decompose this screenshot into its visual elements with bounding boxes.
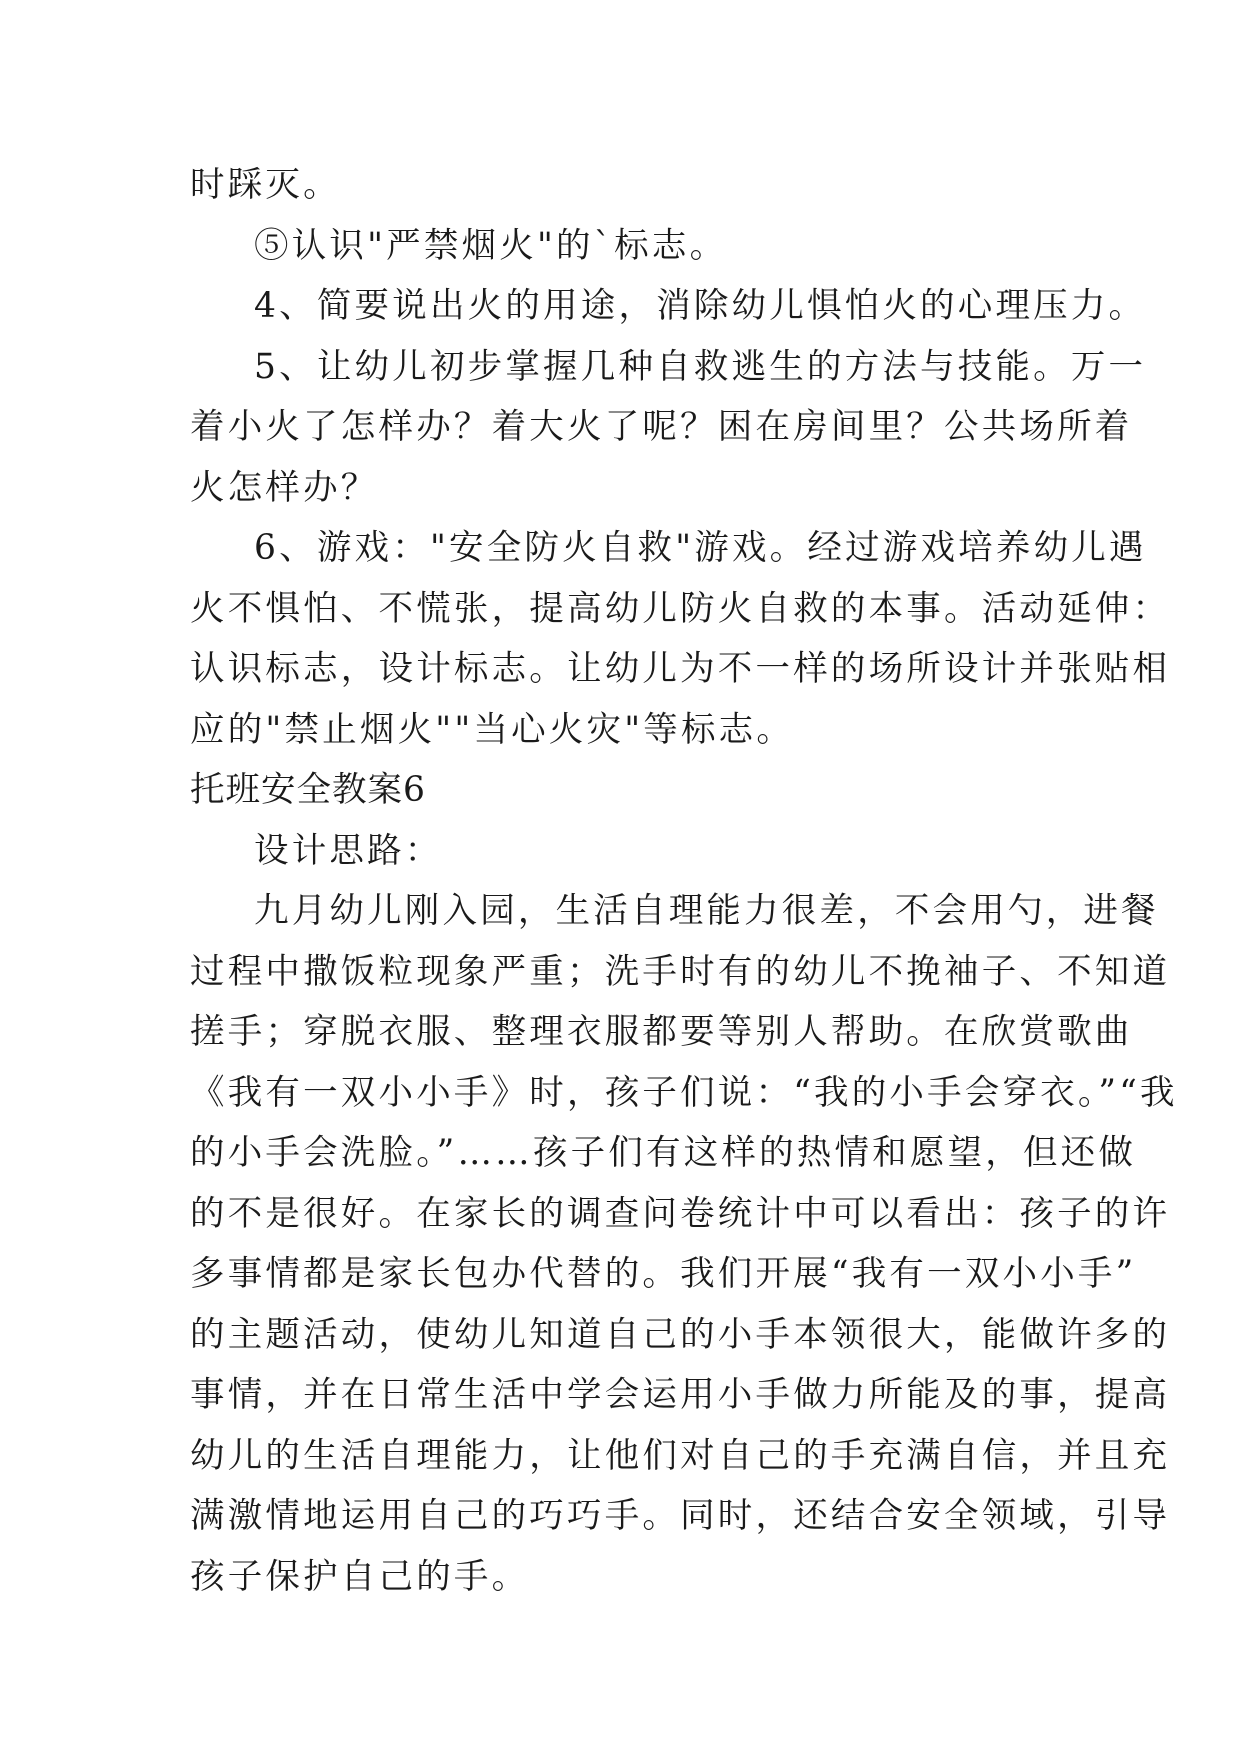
text-line: ⑤认识"严禁烟火"的`标志。 bbox=[254, 225, 728, 266]
text-line: 过程中撒饭粒现象严重；洗手时有的幼儿不挽袖子、不知道 bbox=[190, 951, 1171, 992]
text-line: 应的"禁止烟火""当心火灾"等标志。 bbox=[190, 709, 795, 750]
text-line: 着小火了怎样办？着大火了呢？困在房间里？公共场所着 bbox=[190, 407, 1133, 447]
text-line: 事情，并在日常生活中学会运用小手做力所能及的事，提高 bbox=[190, 1375, 1171, 1415]
text-line: 多事情都是家长包办代替的。我们开展“我有一双小小手” bbox=[190, 1254, 1137, 1294]
text-line: 《我有一双小小手》时，孩子们说：“我的小手会穿衣。”“我 bbox=[190, 1072, 1178, 1113]
text-line: 5、让幼儿初步掌握几种自救逃生的方法与技能。万一 bbox=[254, 346, 1147, 387]
text-line: 的不是很好。在家长的调查问卷统计中可以看出：孩子的许 bbox=[190, 1193, 1171, 1234]
text-line: 的小手会洗脸。”……孩子们有这样的热情和愿望，但还做 bbox=[190, 1133, 1137, 1173]
text-line: 孩子保护自己的手。 bbox=[190, 1556, 530, 1597]
text-line: 幼儿的生活自理能力，让他们对自己的手充满自信，并且充 bbox=[190, 1435, 1171, 1476]
text-line: 设计思路： bbox=[254, 830, 443, 871]
text-line: 火不惧怕、不慌张，提高幼儿防火自救的本事。活动延伸： bbox=[190, 588, 1171, 629]
section-heading: 托班安全教案6 bbox=[190, 770, 426, 810]
text-line: 的主题活动，使幼儿知道自己的小手本领很大，能做许多的 bbox=[190, 1314, 1171, 1355]
text-line: 认识标志，设计标志。让幼儿为不一样的场所设计并张贴相 bbox=[190, 649, 1171, 689]
document-body bbox=[190, 155, 1178, 1607]
text-line: 时踩灭。 bbox=[190, 165, 341, 205]
text-line: 搓手；穿脱衣服、整理衣服都要等别人帮助。在欣赏歌曲 bbox=[190, 1012, 1133, 1052]
text-line: 九月幼儿刚入园，生活自理能力很差，不会用勺，进餐 bbox=[254, 891, 1159, 931]
text-line: 火怎样办？ bbox=[190, 467, 379, 508]
text-line: 满激情地运用自己的巧巧手。同时，还结合安全领域，引导 bbox=[190, 1496, 1171, 1536]
text-line: 6、游戏："安全防火自救"游戏。经过游戏培养幼儿遇 bbox=[254, 528, 1147, 568]
text-line: 4、简要说出火的用途，消除幼儿惧怕火的心理压力。 bbox=[254, 286, 1147, 326]
